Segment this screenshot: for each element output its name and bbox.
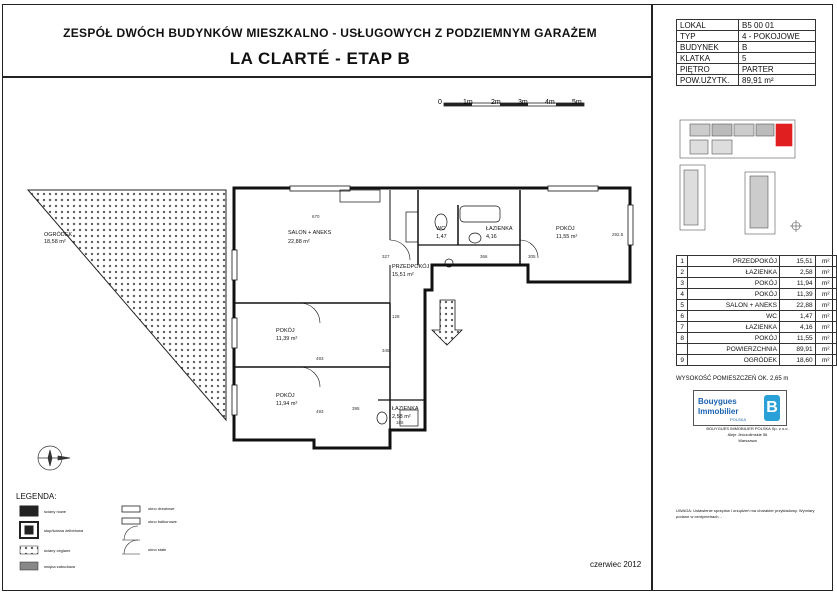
legend-label: okno balkonowe: [148, 519, 177, 524]
info-value: 89,91 m²: [739, 75, 816, 86]
scale-label: 5m: [572, 99, 582, 106]
room-unit: m²: [815, 300, 836, 311]
legend-label: ściany ceglane: [44, 548, 71, 553]
room-name: OGRÓDEK: [688, 355, 780, 366]
logo-text: Bouygues: [698, 397, 737, 406]
info-value: B: [739, 42, 816, 53]
room-name: ŁAZIENKA: [688, 267, 780, 278]
legend-label: ściany nowe: [44, 509, 67, 514]
info-value: B5 00 01: [739, 20, 816, 31]
legend-label: okno drzwiowe: [148, 506, 175, 511]
room-unit: m²: [815, 322, 836, 333]
garden-area: [28, 190, 226, 420]
room-area: 1,47: [436, 234, 447, 240]
table-row: [677, 344, 837, 355]
table-row: [677, 289, 837, 300]
room-area: 15,51 m²: [392, 272, 414, 278]
info-value: 5: [739, 53, 816, 64]
dimension: 493: [316, 409, 324, 414]
table-row: [677, 256, 837, 267]
company-line: Aleje Jerozolimskie 56: [727, 432, 768, 437]
info-key: TYP: [677, 31, 739, 42]
room-label: POKÓJ: [556, 226, 575, 232]
dimension: 345: [382, 348, 390, 353]
room-area: 2,58 m²: [392, 414, 411, 420]
room-unit: m²: [815, 311, 836, 322]
room-name: POKÓJ: [688, 333, 780, 344]
info-key: KLATKA: [677, 53, 739, 64]
room-label: PRZEDPOKÓJ: [392, 264, 430, 270]
room-name: POWIERZCHNIA: [688, 344, 780, 355]
logo-mark-icon: B: [764, 395, 780, 421]
scale-bar: [438, 99, 584, 106]
dimension: 305: [528, 254, 536, 259]
dimensions: [312, 214, 624, 425]
room-area-value: 1,47: [779, 311, 815, 322]
legend-label: okno stałe: [148, 547, 167, 552]
table-row: [677, 333, 837, 344]
room-unit: m²: [815, 333, 836, 344]
room-area-value: 18,60: [779, 355, 815, 366]
company-line: Warszawa: [738, 438, 757, 443]
dimension: 327: [382, 254, 390, 259]
room-name: WC: [688, 311, 780, 322]
scale-label: 4m: [545, 99, 555, 106]
room-label: ŁAZIENKA: [486, 226, 513, 232]
table-row: [677, 322, 837, 333]
legend-title: LEGENDA:: [16, 492, 57, 501]
dimension: 185: [396, 420, 404, 425]
room-area: 11,55 m²: [556, 234, 578, 240]
table-row: [677, 355, 837, 366]
height-note: WYSOKOŚĆ POMIESZCZEŃ OK. 2,65 m: [676, 376, 789, 382]
dimension: 292.5: [612, 232, 624, 237]
dimension: 670: [312, 214, 320, 219]
room-number: 9: [677, 355, 688, 366]
room-area-value: 22,88: [779, 300, 815, 311]
room-name: ŁAZIENKA: [688, 322, 780, 333]
room-label: SALON + ANEKS: [288, 230, 332, 236]
room-unit: m²: [815, 267, 836, 278]
room-name: POKÓJ: [688, 278, 780, 289]
room-area: 22,88 m²: [288, 239, 310, 245]
info-key: LOKAL: [677, 20, 739, 31]
room-unit: m²: [815, 355, 836, 366]
rooms-table: [676, 255, 837, 366]
table-row: [677, 311, 837, 322]
room-area-value: 11,39: [779, 289, 815, 300]
scale-label: 3m: [518, 99, 528, 106]
table-row: [677, 267, 837, 278]
info-value: 4 - POKOJOWE: [739, 31, 816, 42]
room-label: OGRÓDEK: [44, 232, 73, 238]
info-key: PIĘTRO: [677, 64, 739, 75]
info-key: POW.UŻYTK.: [677, 75, 739, 86]
room-label: POKÓJ: [276, 328, 295, 334]
room-unit: m²: [815, 256, 836, 267]
info-key: BUDYNEK: [677, 42, 739, 53]
room-area: 18,58 m²: [44, 239, 66, 245]
room-unit: m²: [815, 278, 836, 289]
room-area: 11,94 m²: [276, 401, 298, 407]
logo-text: POLSKA: [730, 417, 747, 422]
company-address: [690, 426, 805, 444]
project-subtitle: LA CLARTÉ - ETAP B: [229, 49, 411, 68]
notes-text: UWAGA: Ustawienie sprzętów i urządzeń ma charakter przykładowy. Wymiary podane w centymetrach...: [676, 508, 815, 519]
project-title: ZESPÓŁ DWÓCH BUDYNKÓW MIESZKALNO - USŁUGOWYCH Z PODZIEMNYM GARAŻEM: [63, 26, 597, 40]
logo-text: Immobilier: [698, 407, 739, 416]
dimension: 395: [352, 406, 360, 411]
room-number: 6: [677, 311, 688, 322]
room-area-value: 4,16: [779, 322, 815, 333]
scale-label: 2m: [491, 99, 501, 106]
legend-label: wnęka zabudowa: [44, 564, 75, 569]
legend-symbols: [20, 506, 140, 570]
scale-label: 0: [438, 99, 442, 106]
dimension: 493: [316, 356, 324, 361]
room-name: PRZEDPOKÓJ: [688, 256, 780, 267]
room-number: 1: [677, 256, 688, 267]
compass-icon: [38, 446, 70, 470]
room-area: 11,39 m²: [276, 336, 298, 342]
room-number: 8: [677, 333, 688, 344]
room-number: 2: [677, 267, 688, 278]
plan-date: czerwiec 2012: [590, 560, 642, 569]
room-name: POKÓJ: [688, 289, 780, 300]
room-area-value: 11,55: [779, 333, 815, 344]
room-area-value: 2,58: [779, 267, 815, 278]
company-logo: [693, 390, 787, 426]
room-unit: m²: [815, 344, 836, 355]
table-row: [677, 300, 837, 311]
room-area: 4,16: [486, 234, 497, 240]
legend-label: słup/ściana żelbetowa: [44, 528, 84, 533]
dimension: 366: [480, 254, 488, 259]
company-line: BOUYGUES IMMOBILIER POLSKA Sp. z o.o.: [706, 426, 789, 431]
room-area-value: 11,94: [779, 278, 815, 289]
room-number: 5: [677, 300, 688, 311]
room-unit: m²: [815, 289, 836, 300]
scale-label: 1m: [463, 99, 473, 106]
key-plan: [680, 120, 802, 234]
room-name: SALON + ANEKS: [688, 300, 780, 311]
room-number: 7: [677, 322, 688, 333]
room-number: 3: [677, 278, 688, 289]
room-label: POKÓJ: [276, 393, 295, 399]
dimension: 128: [392, 314, 400, 319]
info-value: PARTER: [739, 64, 816, 75]
table-row: [677, 278, 837, 289]
room-number: [677, 344, 688, 355]
room-number: 4: [677, 289, 688, 300]
room-label: ŁAZIENKA: [392, 406, 419, 412]
room-area-value: 15,51: [779, 256, 815, 267]
room-area-value: 89,91: [779, 344, 815, 355]
room-label: WC: [436, 226, 446, 232]
